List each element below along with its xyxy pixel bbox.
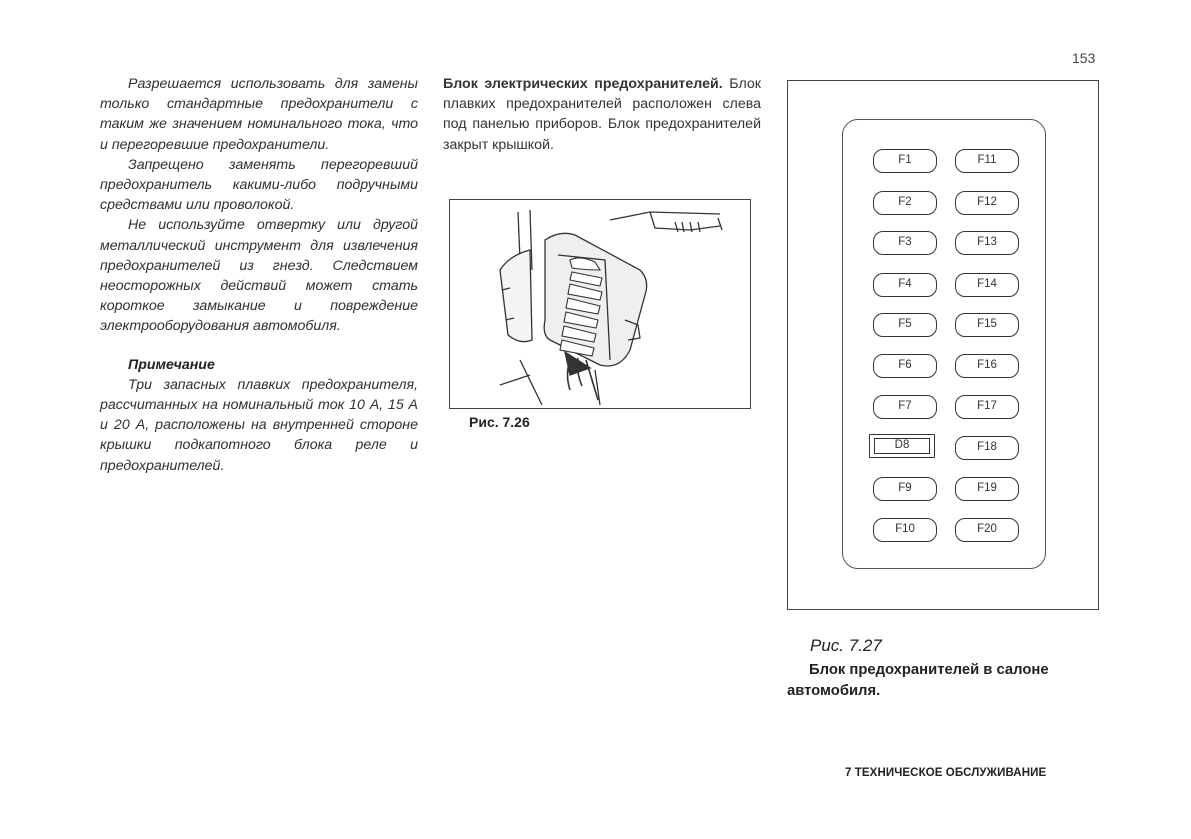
fuse-f14: F14 xyxy=(955,273,1019,297)
fuse-f4: F4 xyxy=(873,273,937,297)
paragraph-tool-warning: Не используйте отвертку или другой металлический инструмент для извлечения предохранителей из гнезд. Следствием неосторожных действий может стать короткое замыкание и повреждение электрооборудования автомобиля. xyxy=(100,217,418,335)
fuse-f7: F7 xyxy=(873,395,937,419)
fuse-f1: F1 xyxy=(873,149,937,173)
fuse-f10: F10 xyxy=(873,518,937,542)
fuse-block-illustration xyxy=(450,200,750,408)
figure-fuse-block-photo xyxy=(449,199,751,409)
fuse-f15: F15 xyxy=(955,313,1019,337)
fuse-f11: F11 xyxy=(955,149,1019,173)
section-heading: Блок электрических предохранителей. xyxy=(443,76,723,92)
page-number: 153 xyxy=(1072,50,1096,66)
note-text: Три запасных плавких предохранителя, рассчитанных на номинальный ток 10 А, 15 А и 20 А, расположены на внутренней стороне крышки подкапотного блока реле и предохранителей. xyxy=(100,376,418,474)
figure-7-27-number: Рис. 7.27 xyxy=(810,636,882,655)
fuse-f9: F9 xyxy=(873,477,937,501)
figure-7-27-caption-line2: автомобиля. xyxy=(787,683,881,699)
fuse-f5: F5 xyxy=(873,313,937,337)
paragraph-prohibition: Запрещено заменять перегоревший предохранитель какими-либо подручными средствами или проволокой. xyxy=(100,156,418,214)
fuse-f6: F6 xyxy=(873,354,937,378)
fuse-f19: F19 xyxy=(955,477,1019,501)
left-column xyxy=(100,74,418,476)
fuse-f16: F16 xyxy=(955,354,1019,378)
fuse-f20: F20 xyxy=(955,518,1019,542)
fuse-f12: F12 xyxy=(955,191,1019,215)
fuse-f17: F17 xyxy=(955,395,1019,419)
figure-7-27-caption-line1: Блок предохранителей в салоне xyxy=(809,662,1049,678)
fuse-f18: F18 xyxy=(955,436,1019,460)
figure-7-27-caption xyxy=(787,660,1099,702)
figure-7-26-caption: Рис. 7.26 xyxy=(469,414,530,430)
section-text: Блок плавких предохранителей расположен слева под панелью приборов. Блок предохранителей закрыт крышкой. xyxy=(443,76,761,153)
fuse-box-diagram xyxy=(842,119,1046,569)
note-title: Примечание xyxy=(128,356,215,373)
middle-column xyxy=(443,74,761,155)
chapter-footer: 7 ТЕХНИЧЕСКОЕ ОБСЛУЖИВАНИЕ xyxy=(845,767,1047,779)
fuse-f3: F3 xyxy=(873,231,937,255)
fuse-f2: F2 xyxy=(873,191,937,215)
fuse-f13: F13 xyxy=(955,231,1019,255)
fuse-d8-label: D8 xyxy=(894,439,910,451)
paragraph-replacement-rule: Разрешается использовать для замены только стандартные предохранители с таким же значением номинального тока, что и перегоревшие предохранители. xyxy=(100,76,418,153)
fuse-d8 xyxy=(869,434,935,458)
